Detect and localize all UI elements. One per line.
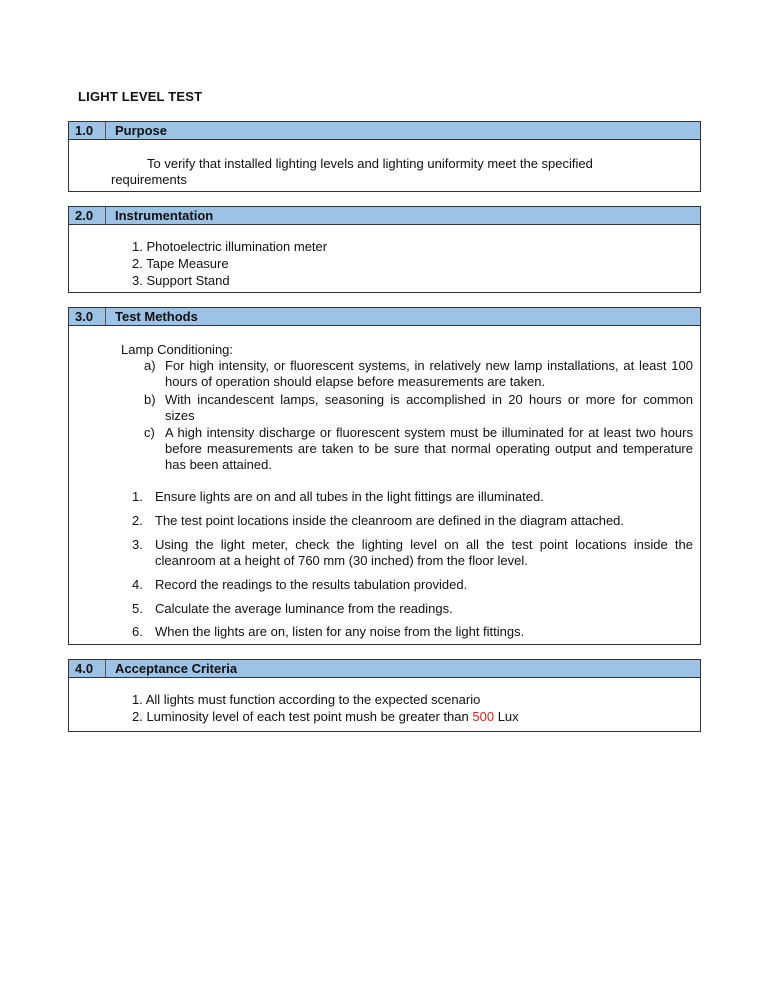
step-marker: 1. [132, 489, 143, 504]
sub-item: A high intensity discharge or fluorescent system must be illuminated for at least two hours before measurements are taken to be sure that normal operating output and temperature has been attained. [165, 425, 693, 472]
section-title: Purpose [115, 123, 168, 138]
section-body [69, 326, 700, 644]
criteria-item [132, 709, 519, 725]
section-test-methods [68, 307, 701, 645]
section-header [69, 308, 700, 326]
step-item: Ensure lights are on and all tubes in the light fittings are illuminated. [155, 489, 544, 504]
list-item: 3. Support Stand [132, 273, 230, 288]
section-body [69, 678, 700, 731]
section-instrumentation [68, 206, 701, 293]
column-divider [105, 122, 106, 139]
step-item: The test point locations inside the cleanroom are defined in the diagram attached. [155, 513, 625, 528]
sub-item: For high intensity, or fluorescent systems, in relatively new lamp installations, at least 100 hours of operation should elapse before measurements are taken. [165, 358, 693, 389]
step-marker: 4. [132, 577, 143, 592]
section-header [69, 122, 700, 140]
section-body [69, 225, 700, 292]
section-title: Acceptance Criteria [115, 661, 238, 676]
document-title: LIGHT LEVEL TEST [78, 89, 203, 104]
section-title: Test Methods [115, 309, 198, 324]
sub-marker: b) [144, 392, 156, 407]
criteria-item: 1. All lights must function according to the expected scenario [132, 692, 481, 707]
column-divider [105, 207, 106, 224]
step-marker: 6. [132, 624, 143, 639]
sub-item: With incandescent lamps, seasoning is accomplished in 20 hours or more for common sizes [165, 392, 693, 423]
section-acceptance-criteria [68, 659, 701, 732]
sub-marker: a) [144, 358, 156, 373]
section-number: 3.0 [75, 309, 94, 324]
section-header [69, 207, 700, 225]
step-item: When the lights are on, listen for any noise from the light fittings. [155, 624, 525, 639]
purpose-text-line1: To verify that installed lighting levels and lighting uniformity meet the specified [147, 156, 593, 171]
section-number: 4.0 [75, 661, 94, 676]
section-number: 1.0 [75, 123, 94, 138]
step-item: Record the readings to the results tabulation provided. [155, 577, 468, 592]
lux-unit: Lux [494, 709, 519, 724]
lux-threshold-value: 500 [472, 709, 495, 724]
section-title: Instrumentation [115, 208, 214, 223]
purpose-text-line2: requirements [111, 172, 187, 187]
step-item: Calculate the average luminance from the readings. [155, 601, 453, 616]
step-marker: 2. [132, 513, 143, 528]
section-purpose [68, 121, 701, 192]
list-item: 2. Tape Measure [132, 256, 229, 271]
section-number: 2.0 [75, 208, 94, 223]
step-marker: 5. [132, 601, 143, 616]
list-item: 1. Photoelectric illumination meter [132, 239, 328, 254]
sub-marker: c) [144, 425, 155, 440]
criteria-text: 2. Luminosity level of each test point mush be greater than [132, 709, 473, 724]
step-item: Using the light meter, check the lighting level on all the test point locations inside the cleanroom at a height of 760 mm (30 inched) from the floor level. [155, 537, 693, 568]
section-body [69, 140, 700, 191]
lamp-conditioning-heading: Lamp Conditioning: [121, 342, 234, 357]
step-marker: 3. [132, 537, 143, 552]
column-divider [105, 660, 106, 677]
section-header [69, 660, 700, 678]
column-divider [105, 308, 106, 325]
